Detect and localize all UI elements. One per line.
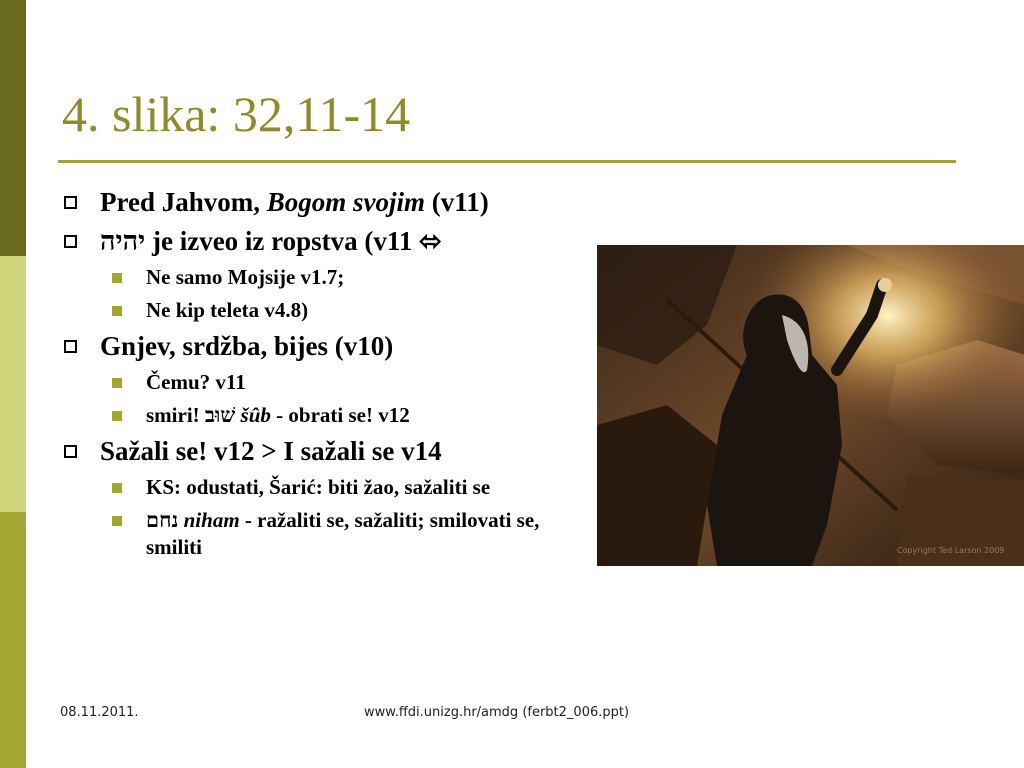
title-divider [58, 160, 956, 163]
filled-square-bullet-icon [112, 306, 122, 316]
text-segment: - ražaliti se, sažaliti; smilovati se, smiliti [146, 508, 540, 559]
sidebar-decoration [0, 0, 26, 768]
footer-url: www.ffdi.unizg.hr/amdg (ferbt2_006.ppt) [364, 705, 630, 720]
filled-square-bullet-icon [112, 411, 122, 421]
filled-square-bullet-icon [112, 273, 122, 283]
sub-bullet-item [62, 507, 562, 561]
text-segment: Ne samo Mojsije v1.7; [146, 265, 345, 289]
hollow-square-bullet-icon [64, 196, 77, 209]
image-watermark: Copyright Ted Larson 2009 [897, 546, 1005, 555]
text-segment: Gnjev, srdžba, bijes (v10) [100, 331, 394, 361]
sub-bullet-item [62, 369, 562, 396]
text-segment: Pred Jahvom, [100, 187, 267, 217]
sidebar-band-top [0, 0, 26, 256]
sub-bullet-item [62, 264, 562, 291]
text-segment: - obrati se! v12 [270, 403, 410, 427]
text-segment: Ne kip teleta v4.8) [146, 298, 309, 322]
bullet-list [62, 186, 562, 567]
text-segment: KS: odustati, Šarić: biti žao, sažaliti se [146, 475, 491, 499]
filled-square-bullet-icon [112, 483, 122, 493]
bullet-item [62, 186, 562, 219]
text-segment: niham [183, 508, 240, 532]
filled-square-bullet-icon [112, 378, 122, 388]
sidebar-band-middle [0, 256, 26, 512]
text-segment: Sažali se! v12 > I sažali se v14 [100, 436, 442, 466]
text-segment: (v11) [425, 187, 489, 217]
sub-bullet-item [62, 297, 562, 324]
bullet-item [62, 435, 562, 468]
text-segment: Čemu? v11 [146, 370, 246, 394]
footer-date: 08.11.2011. [60, 705, 139, 720]
bullet-item [62, 330, 562, 363]
hebrew-text: יהיה [100, 226, 146, 256]
bullet-item [62, 225, 562, 258]
sidebar-band-bottom [0, 512, 26, 768]
slide-title: 4. slika: 32,11-14 [62, 86, 411, 142]
sub-bullet-item [62, 474, 562, 501]
sub-bullet-item [62, 402, 562, 429]
hollow-square-bullet-icon [64, 445, 77, 458]
hebrew-text: נחם [146, 508, 179, 532]
hebrew-text: שׁוּב [204, 403, 236, 427]
text-segment: Bogom svojim [266, 187, 426, 217]
hollow-square-bullet-icon [64, 340, 77, 353]
moses-praying-image [597, 245, 1024, 566]
filled-square-bullet-icon [112, 516, 122, 526]
text-segment: smiri! [146, 403, 205, 427]
text-segment: šûb [240, 403, 271, 427]
hollow-square-bullet-icon [64, 235, 77, 248]
text-segment: je izveo iz ropstva (v11 ⬄ [145, 226, 442, 256]
